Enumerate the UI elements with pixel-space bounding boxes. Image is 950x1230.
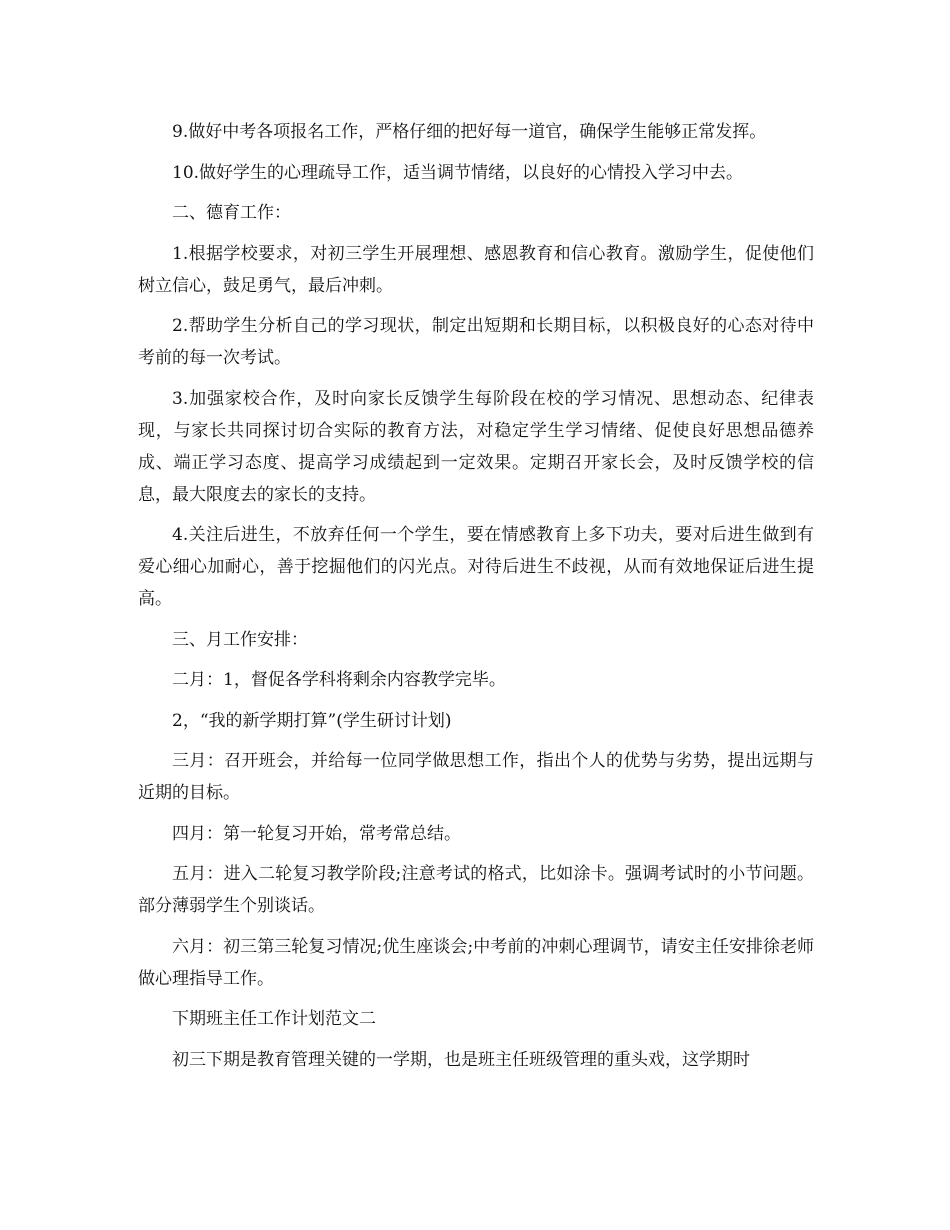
paragraph-february: 二月：1，督促各学科将剩余内容教学完毕。 bbox=[172, 670, 506, 690]
section-heading-moral-education: 二、德育工作： bbox=[172, 203, 291, 223]
paragraph-may: 五月：进入二轮复习教学阶段;注意考试的格式，比如涂卡。强调考试时的小节问题。部分薄弱学生个别谈话。 bbox=[138, 864, 814, 916]
paragraph-7: 4.关注后进生，不放弃任何一个学生，要在情感教育上多下功夫，要对后进生做到有爱心细心加耐心，善于挖掘他们的闪光点。对待后进生不歧视，从而有效地保证后进生提高。 bbox=[138, 525, 814, 609]
section-heading-sample-two: 下期班主任工作计划范文二 bbox=[172, 1009, 376, 1029]
paragraph-february-item-2: 2，“我的新学期打算”(学生研讨计划) bbox=[172, 710, 452, 731]
paragraph-last: 初三下期是教育管理关键的一学期，也是班主任班级管理的重头戏，这学期时 bbox=[172, 1049, 750, 1070]
section-heading-monthly-plan: 三、月工作安排： bbox=[172, 629, 308, 650]
paragraph-march: 三月：召开班会，并给每一位同学做思想工作，指出个人的优势与劣势，提出远期与近期的目标。 bbox=[138, 751, 814, 803]
paragraph-2: 10.做好学生的心理疏导工作，适当调节情绪，以良好的心情投入学习中去。 bbox=[172, 162, 744, 183]
paragraph-1: 9.做好中考各项报名工作，严格仔细的把好每一道官，确保学生能够正常发挥。 bbox=[172, 122, 767, 142]
paragraph-june: 六月：初三第三轮复习情况;优生座谈会;中考前的冲刺心理调节，请安主任安排徐老师做心理指导工作。 bbox=[138, 936, 814, 989]
paragraph-4: 1.根据学校要求，对初三学生开展理想、感恩教育和信心教育。激励学生，促使他们树立信心，鼓足勇气，最后冲刺。 bbox=[138, 243, 814, 296]
paragraph-5: 2.帮助学生分析自己的学习现状，制定出短期和长期目标，以积极良好的心态对待中考前的每一次考试。 bbox=[138, 316, 814, 368]
document-body bbox=[138, 116, 814, 1084]
paragraph-6: 3.加强家校合作，及时向家长反馈学生每阶段在校的学习情况、思想动态、纪律表现，与家长共同探讨切合实际的教育方法，对稳定学生学习情绪、促使良好思想品德养成、端正学习态度、提高学习成绩起到一定效果。定期召开家长会，及时反馈学校的信息，最大限度去的家长的支持。 bbox=[138, 388, 814, 505]
paragraph-april: 四月：第一轮复习开始，常考常总结。 bbox=[172, 823, 461, 844]
